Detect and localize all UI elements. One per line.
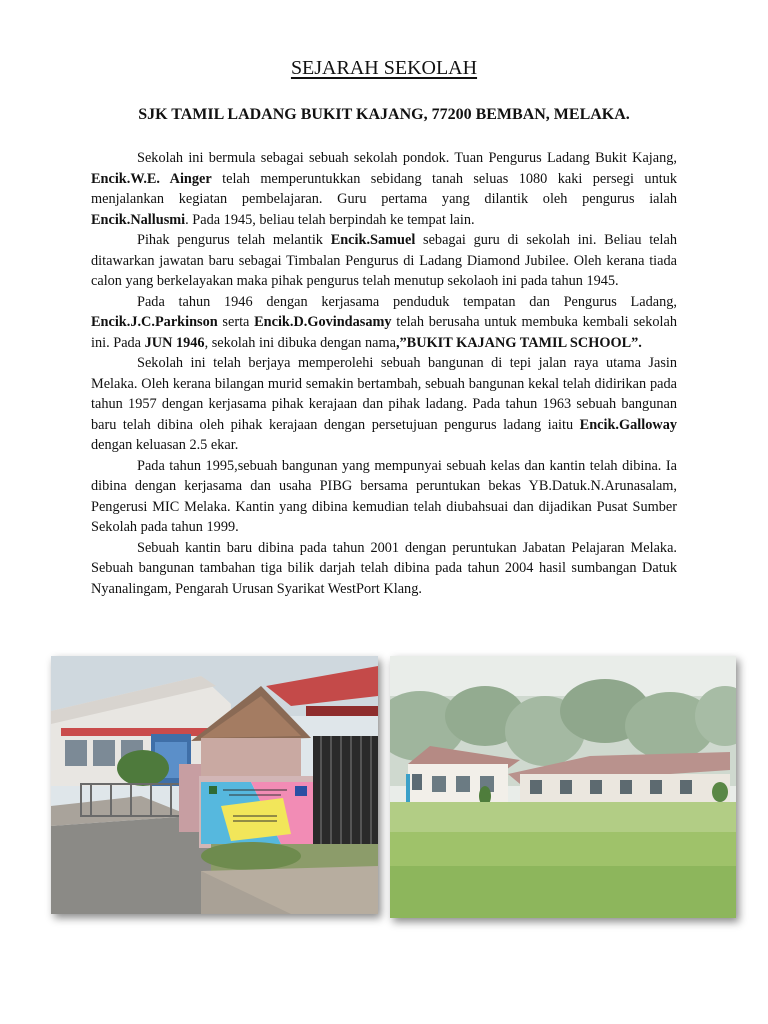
- paragraph-text: Pihak pengurus telah melantik: [137, 232, 331, 248]
- paragraph-text: Pada tahun 1946 dengan kerjasama penduduk tempatan dan Pengurus Ladang,: [137, 293, 677, 310]
- paragraph-text: sebagai guru di sekolah ini. Beliau telah ditawarkan jawatan baru sebagai Timbalan Pengurus di Ladang Diamond Jubilee. Oleh kerana tiada calon yang berkelayakan maka pihak pengurus telah menutup sekolaoh ini pada tahun 1945.: [91, 232, 677, 289]
- paragraph-text: serta: [217, 314, 255, 330]
- body-paragraph: [91, 292, 677, 354]
- body-paragraph: [91, 148, 677, 230]
- bold-name-text: ,”BUKIT KAJANG TAMIL SCHOOL”.: [395, 334, 642, 351]
- paragraph-text: Sekolah ini telah berjaya memperolehi sebuah bangunan di tepi jalan raya utama Jasin Melaka. Oleh kerana bilangan murid semakin bertambah, sebuah bangunan kekal telah didirikan pada tahun 1957 dengan kerjasama pihak kerajaan dan pihak ladang. Pada tahun 1963 sebuah bangunan baru telah dibina oleh pihak kerajaan dengan persetujuan pengurus ladang iaitu: [91, 355, 677, 433]
- paragraph-text: Sebuah kantin baru dibina pada tahun 2001 dengan peruntukan Jabatan Pelajaran Melaka. Sebuah bangunan tambahan tiga bilik darjah telah dibina pada tahun 2004 hasil sumbangan Datuk Nyanalingam, Pengarah Urusan Syarikat WestPort Klang.: [91, 539, 677, 597]
- history-body-text: [91, 148, 677, 599]
- bold-name-text: Encik.J.C.Parkinson: [91, 314, 218, 330]
- bold-name-text: Encik.Galloway: [579, 416, 677, 433]
- page-title: SEJARAH SEKOLAH: [290, 57, 478, 79]
- paragraph-text: Sekolah ini bermula sebagai sebuah sekolah pondok. Tuan Pengurus Ladang Bukit Kajang,: [137, 150, 677, 166]
- paragraph-text: telah berusaha untuk membuka kembali sekolah ini. Pada: [91, 314, 677, 351]
- bold-name-text: JUN 1946: [144, 334, 205, 351]
- bold-name-text: Encik.D.Govindasamy: [254, 314, 392, 330]
- body-paragraph: [91, 538, 677, 600]
- paragraph-text: dengan keluasan 2.5 ekar.: [91, 437, 239, 453]
- school-field-photo: [390, 656, 736, 918]
- bold-name-text: Encik.W.E. Ainger: [91, 170, 212, 187]
- body-paragraph: [91, 456, 677, 538]
- school-entrance-photo: [51, 656, 378, 914]
- paragraph-text: Pada tahun 1995,sebuah bangunan yang mempunyai sebuah kelas dan kantin telah dibina. Ia dibina dengan kerjasama dan usaha PIBG bersama peruntukan bekas YB.Datuk.N.Arunasalam, Pengerusi MIC Melaka. Kantin yang dibina kemudian telah diubahsuai dan dijadikan Pusat Sumber Sekolah pada tahun 1999.: [91, 457, 677, 535]
- body-paragraph: [91, 353, 677, 456]
- school-heading: SJK TAMIL LADANG BUKIT KAJANG, 77200 BEMBAN, MELAKA.: [138, 106, 630, 123]
- paragraph-text: . Pada 1945, beliau telah berpindah ke tempat lain.: [185, 211, 475, 228]
- bold-name-text: Encik.Nallusmi: [91, 211, 186, 228]
- bold-name-text: Encik.Samuel: [330, 232, 416, 248]
- paragraph-text: telah memperuntukkan sebidang tanah seluas 1080 kaki persegi untuk menjalankan kegiatan pembelajaran. Guru pertama yang dilantik oleh pengurus ialah: [91, 170, 677, 207]
- paragraph-text: , sekolah ini dibuka dengan nama: [204, 334, 396, 351]
- body-paragraph: [91, 230, 677, 292]
